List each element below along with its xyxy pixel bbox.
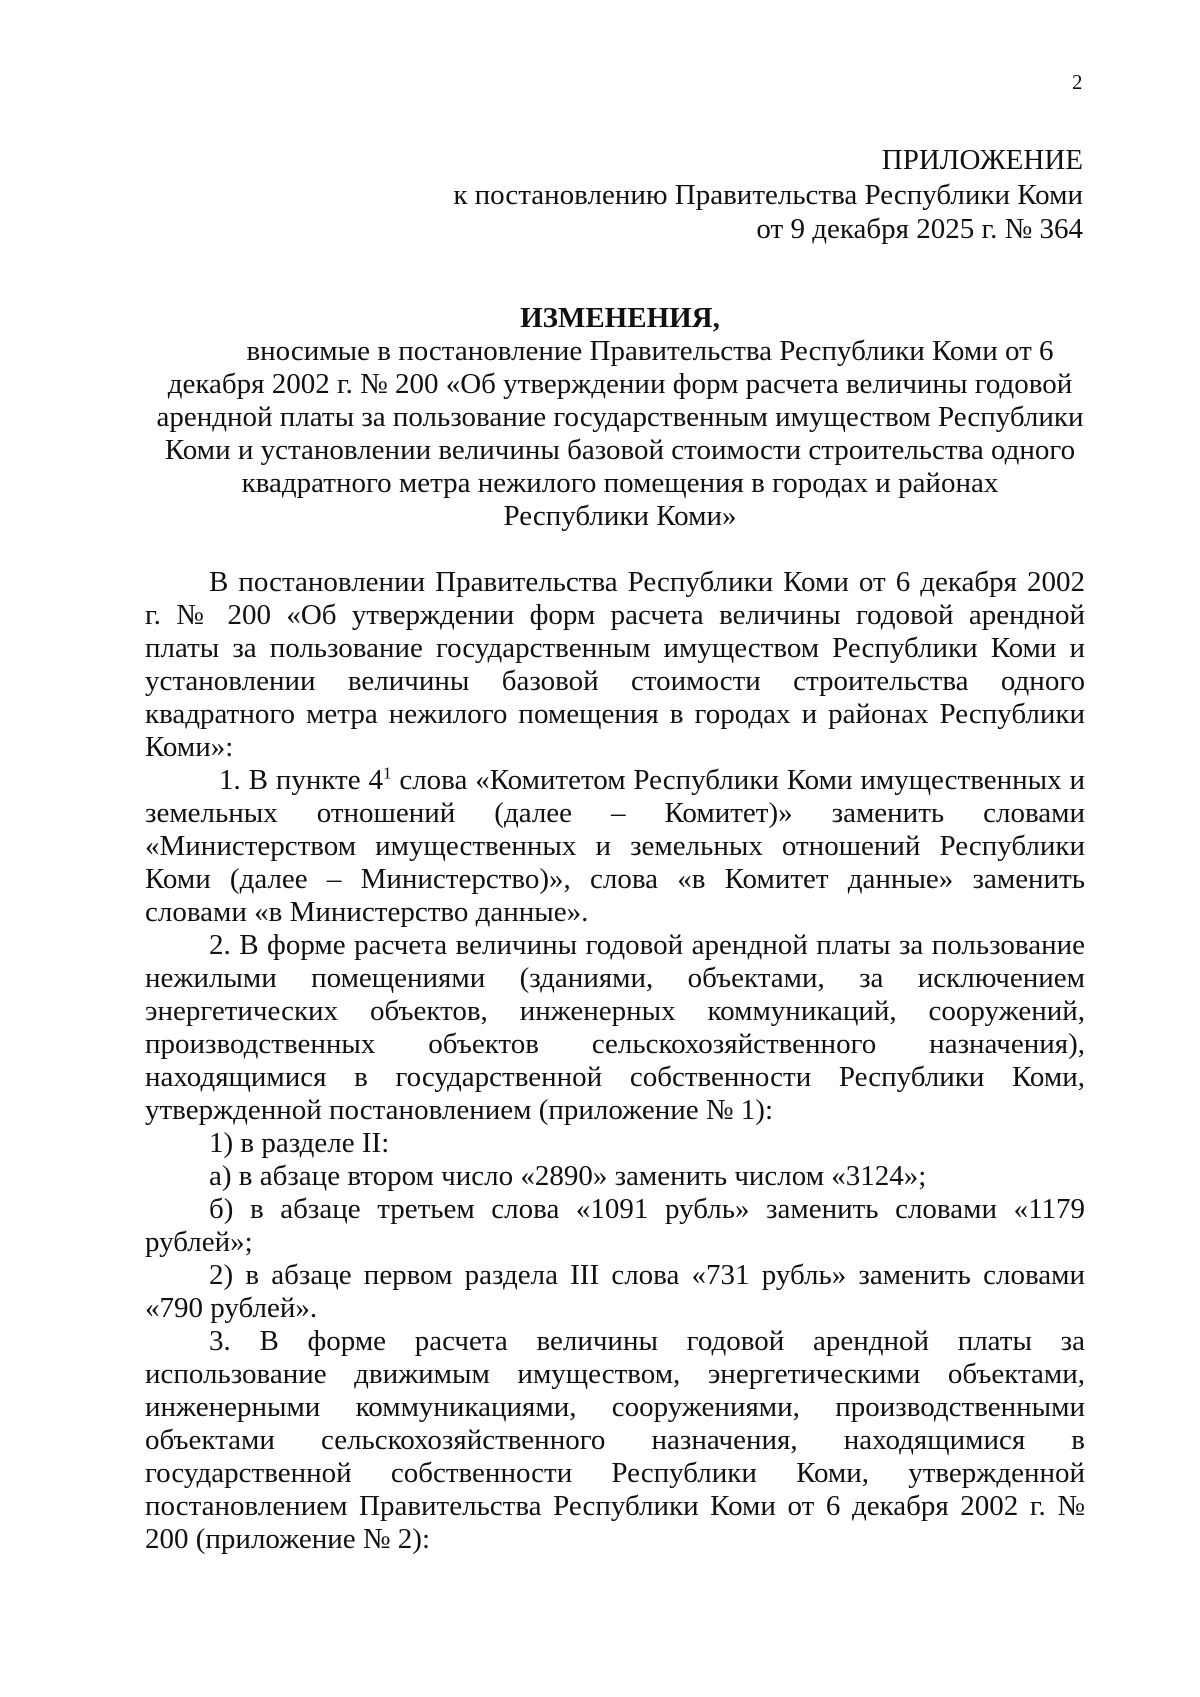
subtitle-line: Республики Коми» (503, 500, 737, 532)
appendix-date: от 9 декабря 2025 г. № 364 (756, 213, 1083, 245)
document-title (150, 302, 1090, 533)
paragraph-2-item-1: 1) в разделе II: (209, 1127, 390, 1159)
subtitle-line: вносимые в постановление Правительства Республики Коми от 6 (246, 335, 1054, 367)
page-number: 2 (1072, 70, 1083, 94)
subtitle-line: квадратного метра нежилого помещения в городах и районах (241, 467, 999, 499)
paragraph-1 (145, 764, 1085, 929)
subtitle-line: Коми и установлении величины базовой стоимости строительства одного (164, 434, 1076, 466)
appendix-title: ПРИЛОЖЕНИЕ (881, 144, 1083, 176)
document-body (145, 566, 1085, 1556)
appendix-header (383, 143, 1083, 247)
subtitle (150, 335, 1090, 533)
paragraph-1-prefix: 1. В пункте 4 (219, 764, 383, 796)
subtitle-line: арендной платы за пользование государственным имуществом Республики (156, 401, 1084, 433)
heading: ИЗМЕНЕНИЯ, (520, 302, 720, 334)
paragraph-2-item-1b: б) в абзаце третьем слова «1091 рубль» заменить словами «1179 рублей»; (145, 1193, 1085, 1258)
paragraph-2-item-2: 2) в абзаце первом раздела III слова «731 рубль» заменить словами «790 рублей». (145, 1259, 1085, 1324)
paragraph-1-text: слова «Комитетом Республики Коми имущественных и земельных отношений (далее – Комитет)» заменить словами «Министерством имущественных и земельных отношений Республики Коми (далее – Министерство)», слова «в Комитет данные» заменить словами «в Министерство данные». (145, 764, 1085, 928)
paragraph-3: 3. В форме расчета величины годовой арендной платы за использование движимым имуществом, энергетическими объектами, инженерными коммуникациями, сооружениями, производственными объектами сельскохозяйственного назначения, находящимися в государственной собственности Республики Коми, утвержденной постановлением Правительства Республики Коми от 6 декабря 2002 г. № 200 (приложение № 2): (145, 1325, 1085, 1555)
appendix-reference: к постановлению Правительства Республики Коми (453, 178, 1083, 211)
superscript: 1 (382, 763, 392, 783)
paragraph-2-item-1a: а) в абзаце втором число «2890» заменить числом «3124»; (209, 1160, 927, 1192)
subtitle-line: декабря 2002 г. № 200 «Об утверждении форм расчета величины годовой (167, 368, 1073, 400)
paragraph-2: 2. В форме расчета величины годовой арендной платы за пользование нежилыми помещениями (зданиями, объектами, за исключением энергетических объектов, инженерных коммуникаций, сооружений, производственных объектов сельскохозяйственного назначения), находящимися в государственной собственности Республики Коми, утвержденной постановлением (приложение № 1): (145, 929, 1085, 1126)
intro-paragraph: В постановлении Правительства Республики Коми от 6 декабря 2002 г. № 200 «Об утверждении форм расчета величины годовой арендной платы за пользование государственным имуществом Республики Коми и установлении величины базовой стоимости строительства одного квадратного метра нежилого помещения в городах и районах Республики Коми»: (145, 566, 1085, 763)
